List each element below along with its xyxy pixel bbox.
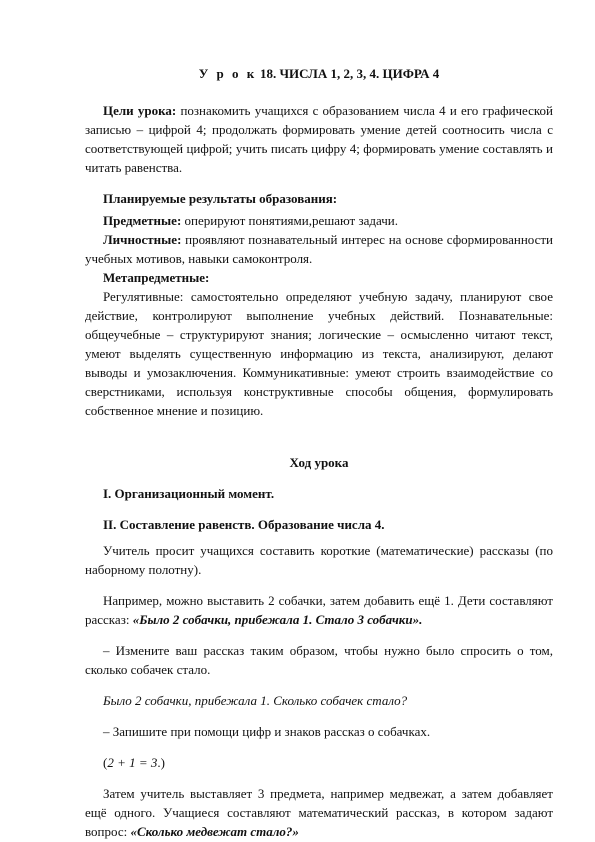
lesson-title-text: 18. ЧИСЛА 1, 2, 3, 4. ЦИФРА 4 xyxy=(259,66,440,81)
goals-paragraph xyxy=(85,101,553,177)
paragraph-7-text: Затем учитель выставляет 3 предмета, например медвежат, а затем добавляет ещё одного. Учащиеся составляют математический рассказ, в котором задают вопрос: xyxy=(85,786,553,839)
stage-1-heading: I. Организационный момент. xyxy=(103,486,275,501)
paragraph-7 xyxy=(85,784,553,841)
goals-label: Цели урока: xyxy=(103,103,177,118)
lesson-title xyxy=(85,64,553,83)
paragraph-5: – Запишите при помощи цифр и знаков рассказ о собачках. xyxy=(103,724,431,739)
results-heading: Планируемые результаты образования: xyxy=(103,191,338,206)
paragraph-1: Учитель просит учащихся составить короткие (математические) рассказы (по наборному полотну). xyxy=(85,543,553,577)
paragraph-2-text: Например, можно выставить 2 собачки, затем добавить ещё 1. Дети составляют рассказ: xyxy=(85,593,553,627)
subject-text: оперируют понятиями,решают задачи. xyxy=(184,213,398,228)
personal-text: проявляют познавательный интерес на основе сформированности учебных мотивов, навыки самоконтроля. xyxy=(85,232,554,266)
paragraph-2 xyxy=(85,591,553,629)
equation-open: ( xyxy=(103,755,108,770)
goals-text: познакомить учащихся с образованием числа 4 и его графической записью – цифрой 4; продолжать формировать умение детей соотносить числа с соответствующей цифрой; учить писать цифру 4; формировать умение составлять и читать равенства. xyxy=(85,103,553,175)
meta-heading: Метапредметные: xyxy=(103,270,210,285)
paragraph-7-quote: «Сколько медвежат стало?» xyxy=(130,824,299,839)
equation-text: 2 + 1 = 3 xyxy=(107,755,158,770)
paragraph-3: – Измените ваш рассказ таким образом, чтобы нужно было спросить о том, сколько собачек стало. xyxy=(85,643,553,677)
subject-label: Предметные: xyxy=(103,213,182,228)
subject-results xyxy=(85,211,553,230)
stage-2-heading: II. Составление равенств. Образование числа 4. xyxy=(103,517,385,532)
equation-close: .) xyxy=(157,755,165,770)
meta-text: Регулятивные: самостоятельно определяют учебную задачу, планируют свое действие, контролируют выполнение учебных действий. Познавательные: общеучебные – структурируют знания; логические – осмысленно читают текст, умеют выделять существенную информацию из текста, анализируют, делают выводы и умозаключения. Коммуникативные: умеют строить взаимодействие со сверстниками, используя конструктивные способы общения, формулировать собственное мнение и позицию. xyxy=(85,289,553,418)
personal-results xyxy=(85,230,553,268)
lesson-title-prefix: У р о к xyxy=(198,66,257,81)
lesson-progress-heading: Ход урока xyxy=(289,455,349,470)
paragraph-4: Было 2 собачки, прибежала 1. Сколько собачек стало? xyxy=(103,693,408,708)
paragraph-6 xyxy=(85,753,553,772)
personal-label: Личностные: xyxy=(103,232,182,247)
document-page xyxy=(85,64,553,841)
paragraph-2-quote: «Было 2 собачки, прибежала 1. Стало 3 собачки». xyxy=(132,612,423,627)
